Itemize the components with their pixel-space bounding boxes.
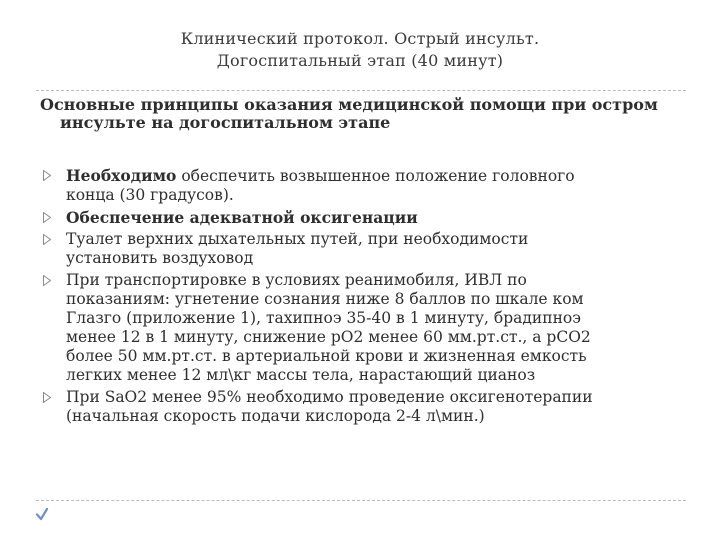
bullet-4-line-3: Глазго (приложение 1), тахипноэ 35-40 в 1 минуту, брадипноэ [66, 309, 581, 327]
bullet-list [40, 166, 680, 426]
triangle-right-icon [43, 275, 51, 286]
bullet-2-lead: Обеспечение адекватной оксигенации [66, 208, 418, 227]
bullet-item-1 [40, 166, 680, 205]
bullet-5-line-2: (начальная скорость подачи кислорода 2-4 л\мин.) [66, 407, 485, 425]
triangle-right-icon [43, 392, 51, 403]
section-heading-line-2: инсульте на догоспитальном этапе [60, 113, 391, 132]
section-heading [40, 96, 680, 132]
bullet-3-line-2: установить воздуховод [66, 249, 254, 267]
bullet-item-4 [40, 271, 680, 385]
bullet-4-text: При транспортировке в условиях реанимобиля, ИВЛ по [66, 271, 527, 289]
bullet-1-line-2: конца (30 градусов). [66, 186, 234, 204]
bottom-divider [36, 500, 686, 501]
slide-title [0, 28, 720, 72]
bullet-4-line-6: легких менее 12 мл\кг массы тела, нарастающий цианоз [66, 366, 536, 384]
triangle-right-icon [43, 212, 51, 223]
bullet-3-text: Туалет верхних дыхательных путей, при необходимости [66, 230, 529, 248]
section-heading-line-1: Основные принципы оказания медицинской помощи при остром [40, 95, 658, 114]
triangle-right-icon [43, 234, 51, 245]
bullet-4-line-4: менее 12 в 1 минуту, снижение рО2 менее 60 мм.рт.ст., а рСО2 [66, 328, 591, 346]
slide-title-line-1: Клинический протокол. Острый инсульт. [180, 29, 540, 48]
bullet-1-text: обеспечить возвышенное положение головного [176, 167, 575, 185]
bullet-1-lead: Необходимо [66, 166, 177, 185]
slide-title-line-2: Догоспитальный этап (40 минут) [216, 51, 504, 70]
chevron-icon[interactable] [34, 506, 50, 522]
triangle-right-icon [43, 170, 51, 181]
bullet-item-3 [40, 230, 680, 268]
bullet-5-text: При SaO2 менее 95% необходимо проведение оксигенотерапии [66, 388, 593, 406]
bullet-4-line-5: более 50 мм.рт.ст. в артериальной крови и жизненная емкость [66, 347, 587, 365]
bullet-item-2 [40, 208, 680, 227]
bullet-item-5 [40, 388, 680, 426]
bullet-4-line-2: показаниям: угнетение сознания ниже 8 баллов по шкале ком [66, 290, 584, 308]
top-divider [36, 90, 686, 91]
slide-body [40, 96, 680, 429]
